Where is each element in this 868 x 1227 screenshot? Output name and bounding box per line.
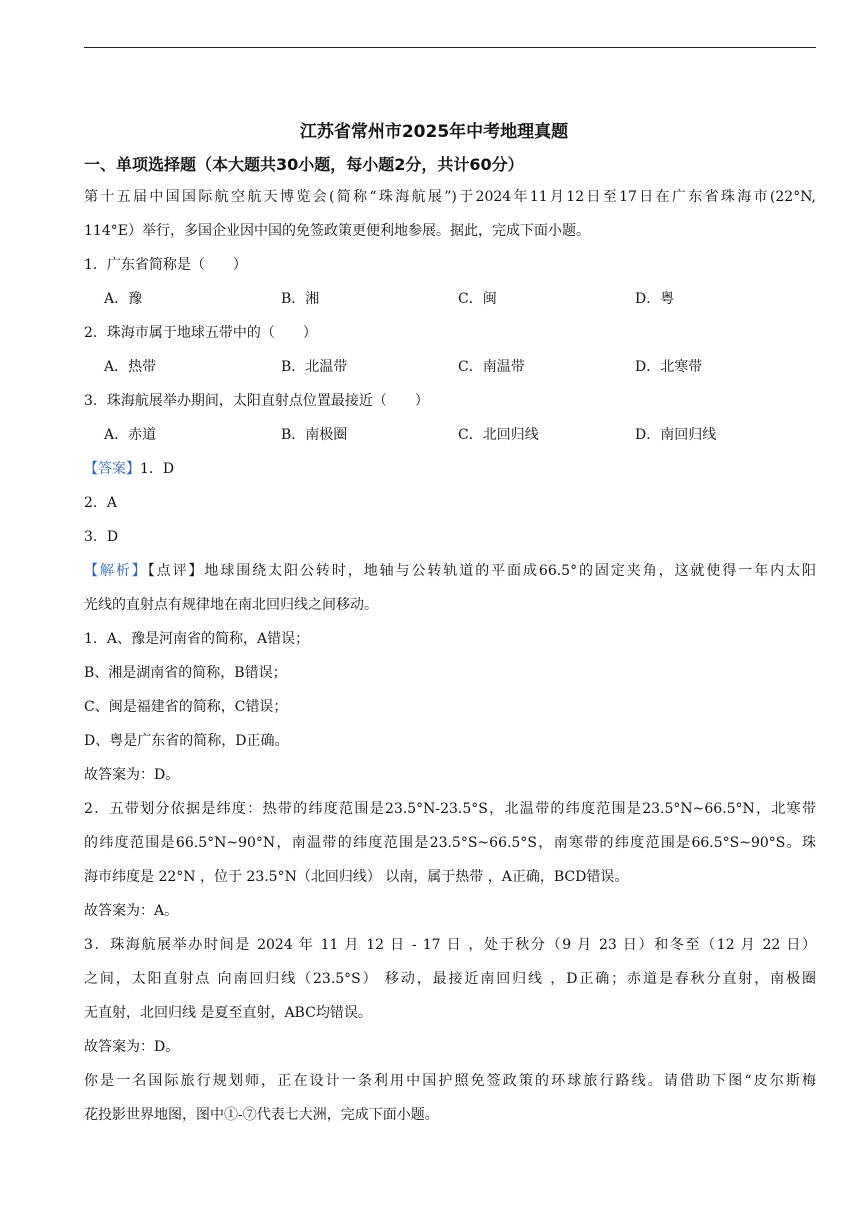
explanation-line: D、粤是广东省的简称，D正确。 (84, 733, 289, 749)
explanation-line: 1．A、豫是河南省的简称，A错误； (84, 631, 310, 647)
analysis-line: 光线的直射点有规律地在南北回归线之间移动。 (84, 597, 378, 613)
explanation-line: 故答案为：D。 (84, 1039, 180, 1055)
explanation-line: 无直射，北回归线 是夏至直射，ABC均错误。 (84, 1005, 372, 1021)
answer-line: 3．D (84, 529, 119, 545)
explanation-line: 2．五带划分依据是纬度：热带的纬度范围是23.5°N-23.5°S，北温带的纬度范围是23.5°N~66.5°N，北寒带 (84, 801, 816, 817)
answer-text: 1．D (140, 461, 175, 477)
explanation-line: 故答案为：D。 (84, 767, 180, 783)
option-a: A．热带 (104, 359, 157, 375)
section-heading: 一、单项选择题（本大题共30小题，每小题2分，共计60分） (84, 155, 524, 174)
analysis-tag: 【解析】 (84, 563, 148, 579)
option-b: B．北温带 (281, 359, 348, 375)
option-d: D．北寒带 (635, 359, 703, 375)
document-body (84, 180, 816, 1132)
intro-line: 114°E）举行，多国企业因中国的免签政策更便利地参展。据此，完成下面小题。 (84, 223, 590, 239)
analysis-line (84, 554, 816, 588)
explanation-line: 海市纬度是 22°N ，位于 23.5°N（北回归线） 以南，属于热带 ，A正确，BCD错误。 (84, 869, 629, 885)
header-rule (84, 47, 816, 48)
answer-line: 2．A (84, 495, 118, 511)
question-options (84, 418, 816, 452)
question-options (84, 282, 816, 316)
question-options (84, 350, 816, 384)
explanation-line: 的纬度范围是66.5°N~90°N，南温带的纬度范围是23.5°S~66.5°S，南寒带的纬度范围是66.5°S~90°S。珠 (84, 835, 816, 851)
explanation-line: C、闽是福建省的简称，C错误； (84, 699, 288, 715)
option-c: C．北回归线 (458, 427, 539, 443)
explanation-line: 3．珠海航展举办时间是 2024 年 11 月 12 日 - 17 日 ，处于秋分（9 月 23 日）和冬至（12 月 22 日） (84, 937, 816, 953)
option-c: C．南温带 (458, 359, 525, 375)
option-a: A．赤道 (104, 427, 157, 443)
explanation-line: B、湘是湖南省的简称，B错误； (84, 665, 287, 681)
option-a: A．豫 (104, 291, 143, 307)
explanation-line: 之间，太阳直射点 向南回归线（23.5°S） 移动，最接近南回归线 ，D正确；赤道是春秋分直射，南极圈 (84, 971, 816, 987)
analysis-text: 【点评】地球围绕太阳公转时，地轴与公转轨道的平面成66.5°的固定夹角，这就使得一年内太阳 (147, 563, 817, 579)
option-d: D．粤 (635, 291, 675, 307)
intro-line: 第十五届中国国际航空航天博览会(简称“珠海航展”)于2024年11月12日至17日在广东省珠海市(22°N, (84, 189, 816, 205)
option-d: D．南回归线 (635, 427, 717, 443)
option-b: B．南极圈 (281, 427, 348, 443)
explanation-line: 故答案为：A。 (84, 903, 179, 919)
answer-tag: 【答案】 (84, 461, 140, 477)
option-c: C．闽 (458, 291, 497, 307)
outro-line: 花投影世界地图，图中①-⑦代表七大洲，完成下面小题。 (84, 1107, 439, 1123)
answer-line (84, 452, 816, 486)
option-b: B．湘 (281, 291, 320, 307)
question-stem: 2．珠海市属于地球五带中的（ ） (84, 325, 317, 341)
question-stem: 3．珠海航展举办期间，太阳直射点位置最接近（ ） (84, 393, 429, 409)
outro-line: 你是一名国际旅行规划师，正在设计一条利用中国护照免签政策的环球旅行路线。请借助下图“皮尔斯梅 (84, 1073, 816, 1089)
page-title: 江苏省常州市2025年中考地理真题 (299, 122, 569, 142)
question-stem: 1．广东省简称是（ ） (84, 257, 247, 273)
